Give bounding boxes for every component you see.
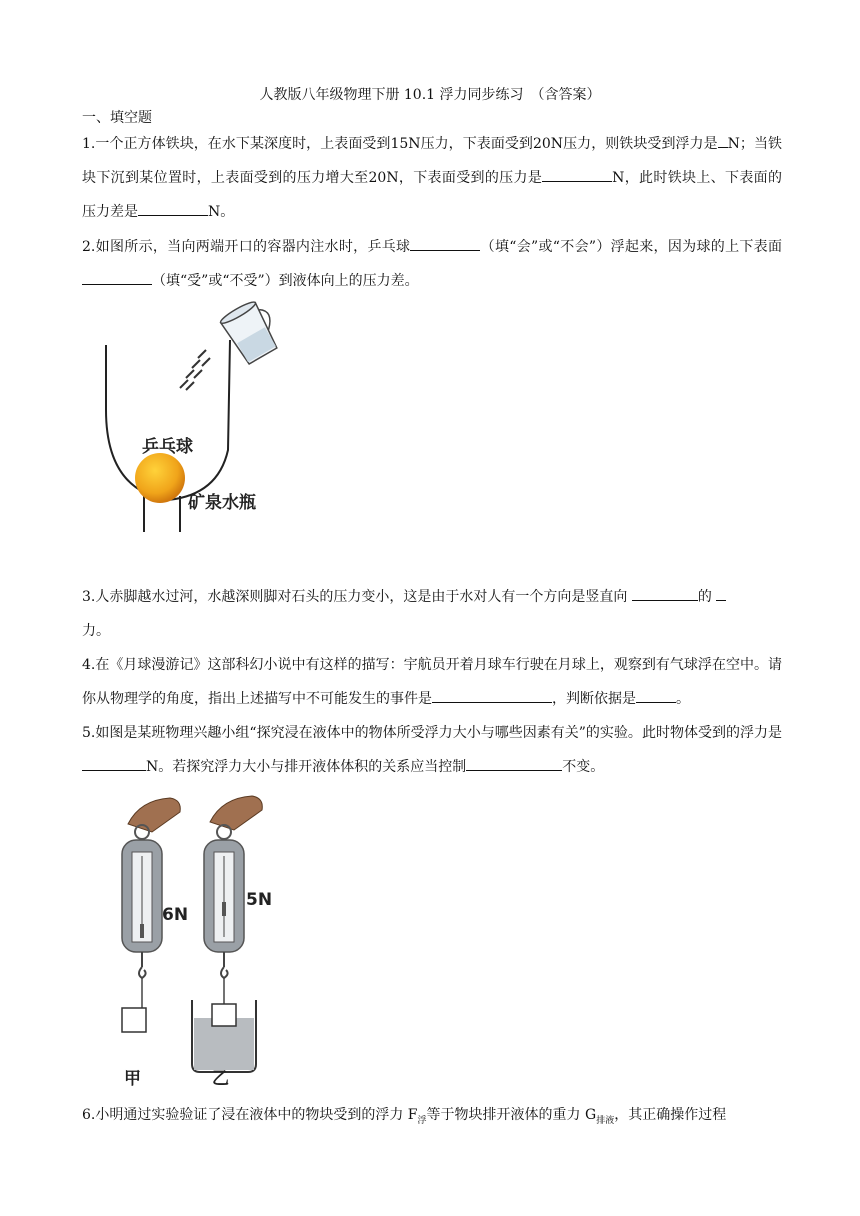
question-2 bbox=[82, 230, 782, 298]
answer-blank[interactable] bbox=[138, 201, 208, 216]
question-text: N。若探究浮力大小与排开液体体积的关系应当控制 bbox=[146, 759, 467, 775]
spring-scale-figure bbox=[100, 792, 290, 1092]
spring-scale-right bbox=[192, 796, 262, 1072]
label-jia: 甲 bbox=[124, 1069, 141, 1089]
question-6 bbox=[82, 1098, 782, 1138]
question-text: N。 bbox=[208, 204, 235, 220]
ping-pong-bottle-figure bbox=[98, 300, 288, 540]
reading-left: 6N bbox=[162, 905, 189, 925]
subscript-paiye: 排液 bbox=[596, 1115, 615, 1126]
question-text: ，判断依据是 bbox=[552, 691, 636, 707]
question-text: 的 bbox=[697, 589, 717, 605]
question-text: 不变。 bbox=[562, 759, 605, 775]
question-1 bbox=[82, 127, 782, 229]
answer-blank[interactable] bbox=[718, 133, 728, 148]
answer-blank[interactable] bbox=[716, 586, 726, 601]
bottle-label: 矿泉水瓶 bbox=[188, 493, 256, 513]
answer-blank[interactable] bbox=[632, 586, 698, 601]
submerged-block bbox=[212, 1004, 236, 1026]
answer-blank[interactable] bbox=[466, 756, 562, 771]
question-text: 等于物块排开液体的重力 G bbox=[426, 1107, 597, 1123]
question-text: （填“受”或“不受”）到液体向上的压力差。 bbox=[152, 273, 419, 289]
answer-blank[interactable] bbox=[82, 756, 146, 771]
question-5 bbox=[82, 716, 782, 784]
answer-blank[interactable] bbox=[82, 270, 152, 285]
question-text: 。 bbox=[676, 691, 690, 707]
hanging-block bbox=[122, 1008, 146, 1032]
label-yi: 乙 bbox=[212, 1069, 229, 1089]
question-text: 3.人赤脚越水过河，水越深则脚对石头的压力变小，这是由于水对人有一个方向是竖直向 bbox=[82, 589, 632, 605]
question-4 bbox=[82, 648, 782, 716]
question-text: N，此时铁块上、下表面的压力差是 bbox=[82, 170, 782, 220]
pouring-cup bbox=[219, 300, 285, 366]
question-text: 4.在《月球漫游记》这部科幻小说中有这样的描写：宇航员开着月球车行驶在月球上，观察到有气球浮在空中。请你从物理学的角度，指出上述描写中不可能发生的事件是 bbox=[82, 657, 782, 707]
ball-label: 乒乓球 bbox=[142, 437, 193, 457]
question-text: 2.如图所示，当向两端开口的容器内注水时，乒乓球 bbox=[82, 239, 411, 255]
question-3 bbox=[82, 580, 782, 648]
answer-blank[interactable] bbox=[410, 236, 480, 251]
question-text: N；当铁块下沉到某位置时，上表面受到的压力增大至20N，下表面受到的压力是 bbox=[82, 136, 783, 186]
water-stream bbox=[180, 350, 210, 390]
ping-pong-ball bbox=[135, 453, 185, 503]
question-text: 1.一个正方体铁块，在水下某深度时，上表面受到15N压力，下表面受到20N压力，则铁块受到浮力是 bbox=[82, 136, 718, 152]
answer-blank[interactable] bbox=[432, 688, 552, 703]
question-text: ，其正确操作过程 bbox=[614, 1107, 727, 1123]
reading-right: 5N bbox=[246, 890, 273, 910]
question-text: 力。 bbox=[82, 623, 110, 639]
answer-blank[interactable] bbox=[636, 688, 676, 703]
document-title: 人教版八年级物理下册 10.1 浮力同步练习 （含答案） bbox=[259, 87, 601, 103]
question-text: 5.如图是某班物理兴趣小组“探究浸在液体中的物体所受浮力大小与哪些因素有关”的实验。此时物体受到的浮力是 bbox=[82, 725, 782, 741]
subscript-fu: 浮 bbox=[417, 1115, 427, 1126]
question-text: 6.小明通过实验验证了浸在液体中的物块受到的浮力 F bbox=[82, 1107, 418, 1123]
answer-blank[interactable] bbox=[542, 167, 612, 182]
section-heading: 一、填空题 bbox=[82, 110, 152, 126]
question-text: （填“会”或“不会”）浮起来，因为球的上下表面 bbox=[480, 239, 782, 255]
